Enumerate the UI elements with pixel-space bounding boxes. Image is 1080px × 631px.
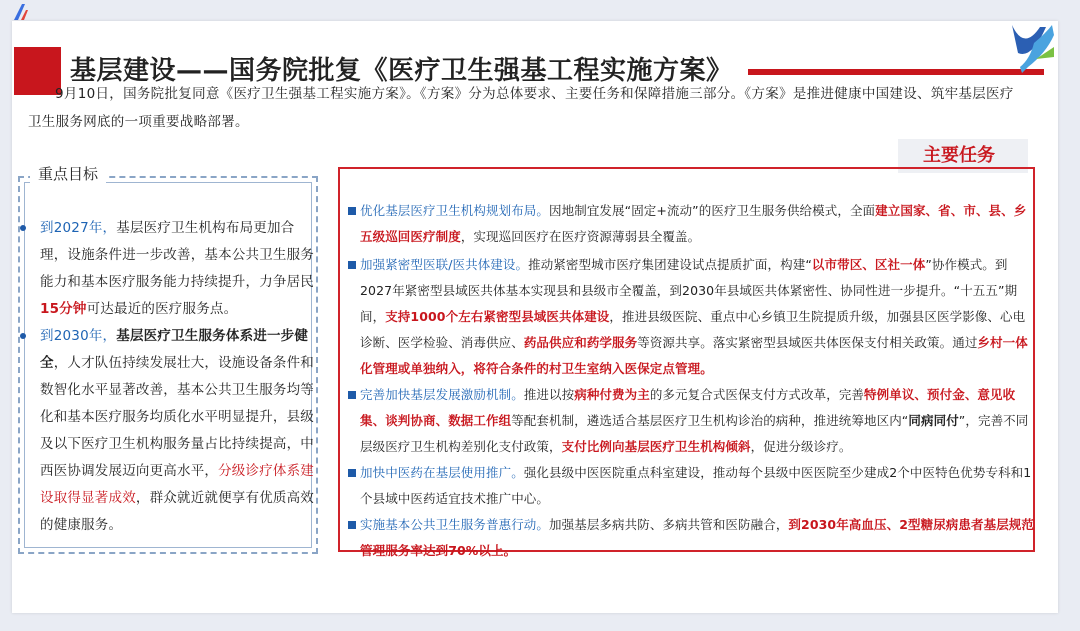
task-item [360, 512, 1035, 564]
text-segment: 支付比例向基层医疗卫生机构倾斜 [561, 439, 751, 454]
text-segment: 特例单议、预付金、意见收集、谈判协商、数据工作组 [360, 387, 1016, 428]
text-segment: ，实现巡回医疗在医疗资源薄弱县全覆盖。 [460, 229, 701, 244]
app-logo-icon [10, 2, 36, 22]
text-segment: ，推进县级医院、重点中心乡镇卫生院提质升级，加强县区医学影像、心电诊断、医学检验、消毒供应、 [360, 309, 1026, 350]
brand-logo-icon [1006, 23, 1056, 75]
text-segment: 可达最近的医疗服务点。 [86, 301, 238, 317]
goal-item [40, 323, 316, 539]
task-bullet-icon [348, 469, 356, 477]
task-item [360, 198, 1035, 250]
text-segment: ，人才队伍持续发展壮大，设施设备条件和数智化水平显著改善，基本公共卫生服务均等化和基本医疗服务均质化水平明显提升，县级及以下医疗卫生机构服务量占比持续提高，中西医协调发展迈向更高水平， [40, 355, 315, 479]
text-segment: 药品供应和药学服务 [523, 335, 638, 350]
task-item [360, 382, 1035, 460]
task-bullet-icon [348, 261, 356, 269]
text-segment: 建立国家、省、市、县、乡五级巡回医疗制度 [360, 203, 1027, 244]
text-segment: 支持1000个左右紧密型县域医共体建设 [385, 309, 610, 324]
text-segment: 基层医疗卫生服务体系进一步健全 [40, 328, 309, 371]
text-segment: 分级诊疗体系建设取得显著成效 [40, 463, 315, 506]
goals-title: 重点目标 [30, 161, 106, 187]
goal-bullet-icon [20, 333, 26, 339]
goal-item [40, 215, 316, 323]
text-segment: 加强基层多病共防、多病共管和医防融合， [549, 517, 789, 532]
text-segment: 推进以按 [523, 387, 575, 402]
text-segment: 等配套机制，遴选适合基层医疗卫生机构诊治的病种，推进统筹地区内“ [511, 413, 909, 428]
text-segment: 到2030年高血压、2型糖尿病患者基层规范管理服务率达到70%以上。 [360, 517, 1035, 558]
text-segment: 到2030年， [40, 328, 117, 344]
page-title: 基层建设——国务院批复《医疗卫生强基工程实施方案》 [70, 56, 733, 86]
text-segment: ”，完善不同层级医疗卫生机构差别化支付政策， [360, 413, 1029, 454]
text-segment: 基层医疗卫生机构布局更加合理，设施条件进一步改善，基本公共卫生服务能力和基本医疗服务能力持续提升，力争居民 [40, 220, 314, 290]
goal-bullet-icon [20, 225, 26, 231]
text-segment: 强化县级中医医院重点科室建设，推动每个县级中医医院至少建成2个中医特色优势专科和1个县域中医药适宜技术推广中心。 [360, 465, 1032, 506]
intro-paragraph: 9月10日，国务院批复同意《医疗卫生强基工程实施方案》。《方案》分为总体要求、主要任务和保障措施三部分。《方案》是推进健康中国建设、筑牢基层医疗卫生服务网底的一项重要战略部署。 [28, 86, 1014, 130]
text-segment: 优化基层医疗卫生机构规划布局。 [360, 203, 550, 218]
text-segment: 到2027年， [40, 220, 117, 236]
text-segment: 病种付费为主 [574, 387, 650, 402]
text-segment: 15分钟 [40, 301, 87, 317]
task-item [360, 252, 1035, 382]
text-segment: 加快中医药在基层使用推广。 [360, 465, 524, 480]
text-segment: 的多元复合式医保支付方式改革，完善 [649, 387, 865, 402]
text-segment: ，群众就近就便享有优质高效的健康服务。 [40, 490, 315, 533]
text-segment: 完善加快基层发展激励机制。 [360, 387, 524, 402]
tasks-title: 主要任务 [923, 145, 995, 166]
task-bullet-icon [348, 391, 356, 399]
task-item [360, 460, 1035, 512]
text-segment: ，促进分级诊疗。 [750, 439, 852, 454]
text-segment: 推动紧密型城市医疗集团建设试点提质扩面，构建“ [528, 257, 812, 272]
text-segment: 以市带区、区社一体 [811, 257, 926, 272]
text-segment: 乡村一体化管理或单独纳入，将符合条件的村卫生室纳入医保定点管理。 [360, 335, 1028, 376]
text-segment: 加强紧密型医联/医共体建设。 [360, 257, 529, 272]
text-segment: ”协作模式。到2027年紧密型县域医共体基本实现县和县级市全覆盖，到2030年县域医共体紧密性、协同性进一步提升。“十五五”期间， [360, 257, 1018, 324]
task-bullet-icon [348, 521, 356, 529]
task-bullet-icon [348, 207, 356, 215]
text-segment: 同病同付 [908, 413, 959, 428]
text-segment: 等资源共享。落实紧密型县域医共体医保支付相关政策。通过 [637, 335, 978, 350]
text-segment: 实施基本公共卫生服务普惠行动。 [360, 517, 550, 532]
title-rule [748, 69, 1044, 75]
text-segment: 因地制宜发展“固定+流动”的医疗卫生服务供给模式，全面 [549, 203, 876, 218]
